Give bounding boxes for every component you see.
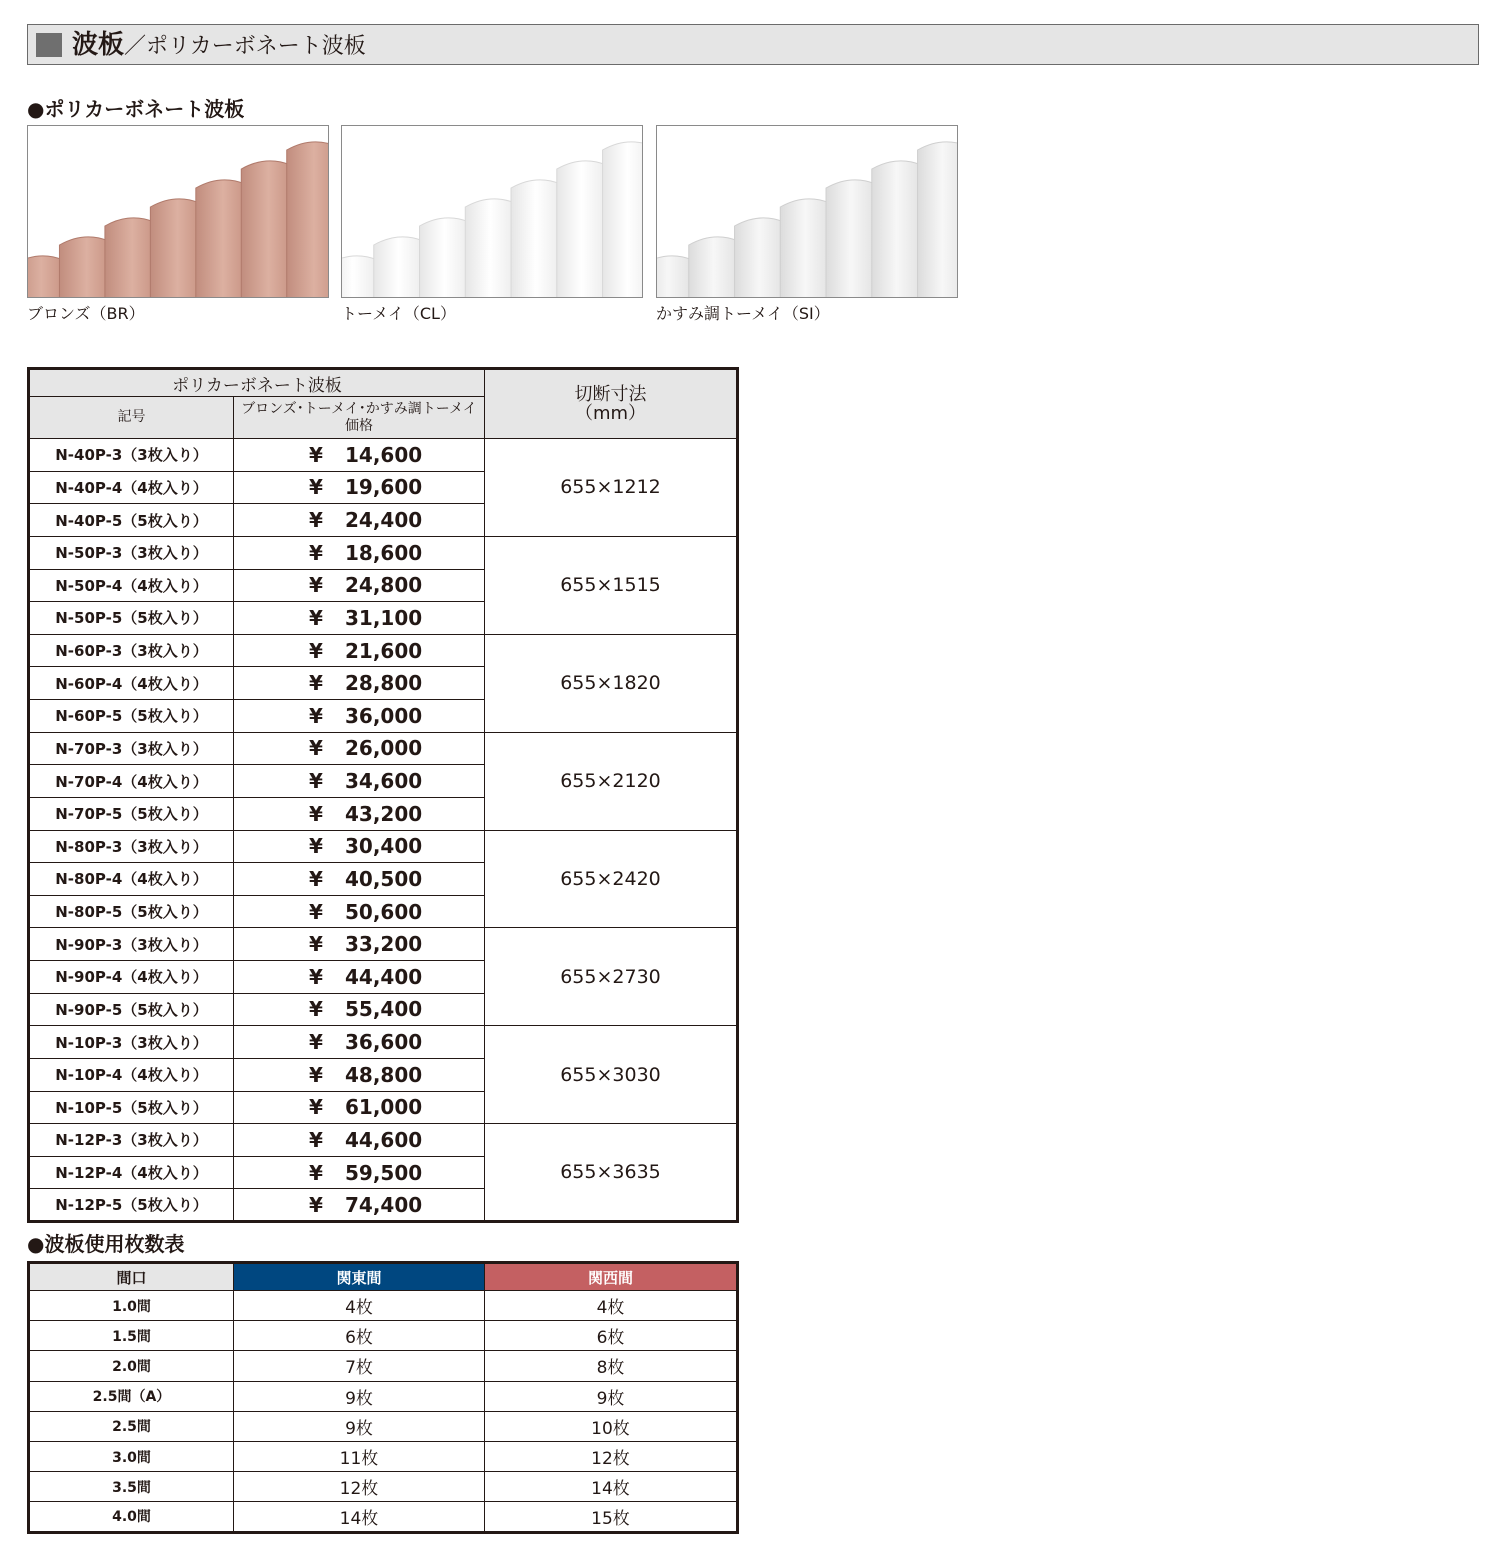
code-header: 記号 <box>29 397 234 439</box>
sheet-wave-band <box>826 180 876 297</box>
price-row <box>29 536 738 569</box>
kanto-count: 4枚 <box>234 1291 485 1321</box>
currency-symbol: ¥ <box>309 605 323 630</box>
price-amount: 31,100 <box>345 605 423 630</box>
price-amount: 48,800 <box>345 1062 423 1087</box>
swatch-image-clear <box>341 125 643 298</box>
kanto-count: 7枚 <box>234 1351 485 1381</box>
product-code: N-70P-4（4枚入り） <box>29 765 234 798</box>
product-price <box>234 1124 485 1157</box>
product-code: N-50P-5（5枚入り） <box>29 602 234 635</box>
title-bar <box>27 24 1479 65</box>
product-code: N-40P-4（4枚入り） <box>29 471 234 504</box>
product-code: N-10P-3（3枚入り） <box>29 1026 234 1059</box>
usage-span: 2.5間（A） <box>29 1381 234 1411</box>
product-price <box>234 1156 485 1189</box>
kanto-count: 9枚 <box>234 1381 485 1411</box>
usage-row <box>29 1291 738 1321</box>
product-price <box>234 471 485 504</box>
product-code: N-90P-4（4枚入り） <box>29 961 234 994</box>
currency-symbol: ¥ <box>309 573 323 598</box>
usage-table <box>27 1261 739 1534</box>
kansai-count: 15枚 <box>485 1502 738 1532</box>
currency-symbol: ¥ <box>309 442 323 467</box>
price-amount: 74,400 <box>345 1192 423 1217</box>
kanto-count: 14枚 <box>234 1502 485 1532</box>
product-code: N-50P-4（4枚入り） <box>29 569 234 602</box>
product-code: N-90P-3（3枚入り） <box>29 928 234 961</box>
usage-row <box>29 1472 738 1502</box>
price-row <box>29 1026 738 1059</box>
product-price <box>234 1189 485 1222</box>
price-header <box>234 397 485 439</box>
product-price <box>234 797 485 830</box>
price-amount: 33,200 <box>345 932 423 957</box>
currency-symbol: ¥ <box>309 1192 323 1217</box>
sheet-wave-band <box>872 161 922 297</box>
product-price <box>234 1058 485 1091</box>
sheet-wave-band <box>374 237 424 297</box>
product-code: N-12P-5（5枚入り） <box>29 1189 234 1222</box>
usage-row <box>29 1411 738 1441</box>
cut-size: 655×2730 <box>485 928 738 1026</box>
currency-symbol: ¥ <box>309 1062 323 1087</box>
product-code: N-70P-3（3枚入り） <box>29 732 234 765</box>
sheet-wave-band <box>689 237 739 297</box>
product-code: N-60P-4（4枚入り） <box>29 667 234 700</box>
price-row <box>29 732 738 765</box>
currency-symbol: ¥ <box>309 508 323 533</box>
usage-header-kanto: 関東間 <box>234 1263 485 1291</box>
kansai-count: 14枚 <box>485 1472 738 1502</box>
usage-span: 4.0間 <box>29 1502 234 1532</box>
currency-symbol: ¥ <box>309 475 323 500</box>
kanto-count: 11枚 <box>234 1441 485 1471</box>
price-amount: 34,600 <box>345 769 423 794</box>
currency-symbol: ¥ <box>309 866 323 891</box>
swatch-image-si <box>656 125 958 298</box>
product-code: N-12P-4（4枚入り） <box>29 1156 234 1189</box>
usage-row <box>29 1502 738 1532</box>
swatch-caption-si: かすみ調トーメイ（SI） <box>656 304 830 323</box>
cut-size: 655×3635 <box>485 1124 738 1222</box>
product-price <box>234 993 485 1026</box>
price-amount: 44,600 <box>345 1127 423 1152</box>
price-amount: 43,200 <box>345 801 423 826</box>
cut-size: 655×2420 <box>485 830 738 928</box>
title-square-icon <box>36 33 62 57</box>
sheet-wave-band <box>465 199 515 297</box>
cut-size: 655×1515 <box>485 536 738 634</box>
usage-row <box>29 1321 738 1351</box>
product-price <box>234 700 485 733</box>
currency-symbol: ¥ <box>309 1095 323 1120</box>
currency-symbol: ¥ <box>309 736 323 761</box>
price-amount: 21,600 <box>345 638 423 663</box>
currency-symbol: ¥ <box>309 540 323 565</box>
product-price <box>234 1091 485 1124</box>
product-price <box>234 961 485 994</box>
product-price <box>234 602 485 635</box>
kanto-count: 12枚 <box>234 1472 485 1502</box>
size-header <box>485 369 738 439</box>
sheet-wave-band <box>105 218 154 297</box>
product-price <box>234 732 485 765</box>
price-amount: 26,000 <box>345 736 423 761</box>
currency-symbol: ¥ <box>309 899 323 924</box>
product-price <box>234 863 485 896</box>
swatch-caption-bronze: ブロンズ（BR） <box>27 304 145 323</box>
price-amount: 59,500 <box>345 1160 423 1185</box>
size-header-line1: 切断寸法 <box>574 384 647 405</box>
price-amount: 50,600 <box>345 899 423 924</box>
usage-row <box>29 1351 738 1381</box>
corrugated-sheet-bronze-image <box>28 126 328 297</box>
usage-span: 2.5間 <box>29 1411 234 1441</box>
sheet-wave-band <box>780 199 830 297</box>
usage-header-maguchi: 間口 <box>29 1263 234 1291</box>
sheet-wave-band <box>28 256 63 297</box>
currency-symbol: ¥ <box>309 638 323 663</box>
price-row <box>29 439 738 472</box>
currency-symbol: ¥ <box>309 671 323 696</box>
title-text: 波板 <box>72 30 125 60</box>
product-code: N-90P-5（5枚入り） <box>29 993 234 1026</box>
currency-symbol: ¥ <box>309 703 323 728</box>
product-price <box>234 569 485 602</box>
sheet-wave-band <box>342 256 378 297</box>
price-amount: 40,500 <box>345 866 423 891</box>
currency-symbol: ¥ <box>309 1127 323 1152</box>
price-amount: 18,600 <box>345 540 423 565</box>
sheet-wave-band <box>557 161 607 297</box>
usage-span: 1.5間 <box>29 1321 234 1351</box>
title-subtitle: ／ポリカーボネート波板 <box>124 34 366 59</box>
kansai-count: 8枚 <box>485 1351 738 1381</box>
sheet-wave-band <box>150 199 199 297</box>
page-title <box>72 27 366 65</box>
usage-row <box>29 1381 738 1411</box>
usage-heading: ●波板使用枚数表 <box>27 1232 185 1256</box>
kansai-count: 12枚 <box>485 1441 738 1471</box>
products-heading: ●ポリカーボネート波板 <box>27 97 245 121</box>
sheet-wave-band <box>735 218 785 297</box>
usage-row <box>29 1441 738 1471</box>
price-amount: 61,000 <box>345 1095 423 1120</box>
price-amount: 19,600 <box>345 475 423 500</box>
size-header-line2: （mm） <box>574 403 647 424</box>
price-row <box>29 830 738 863</box>
product-price <box>234 1026 485 1059</box>
kansai-count: 6枚 <box>485 1321 738 1351</box>
currency-symbol: ¥ <box>309 834 323 859</box>
sheet-wave-band <box>287 142 328 297</box>
product-price <box>234 667 485 700</box>
price-amount: 28,800 <box>345 671 423 696</box>
corrugated-sheet-clear-image <box>342 126 643 297</box>
product-price <box>234 439 485 472</box>
product-code: N-10P-4（4枚入り） <box>29 1058 234 1091</box>
cut-size: 655×2120 <box>485 732 738 830</box>
usage-span: 1.0間 <box>29 1291 234 1321</box>
cut-size: 655×1820 <box>485 634 738 732</box>
kanto-count: 6枚 <box>234 1321 485 1351</box>
kanto-count: 9枚 <box>234 1411 485 1441</box>
sheet-wave-band <box>511 180 561 297</box>
cut-size: 655×3030 <box>485 1026 738 1124</box>
usage-span: 3.0間 <box>29 1441 234 1471</box>
price-amount: 14,600 <box>345 442 423 467</box>
sheet-wave-band <box>241 161 290 297</box>
currency-symbol: ¥ <box>309 801 323 826</box>
product-code: N-70P-5（5枚入り） <box>29 797 234 830</box>
sheet-wave-band <box>657 256 693 297</box>
product-code: N-80P-5（5枚入り） <box>29 895 234 928</box>
product-code: N-50P-3（3枚入り） <box>29 536 234 569</box>
price-amount: 30,400 <box>345 834 423 859</box>
price-row <box>29 634 738 667</box>
currency-symbol: ¥ <box>309 932 323 957</box>
currency-symbol: ¥ <box>309 769 323 794</box>
price-amount: 36,000 <box>345 703 423 728</box>
product-code: N-40P-5（5枚入り） <box>29 504 234 537</box>
price-amount: 44,400 <box>345 964 423 989</box>
price-row <box>29 1124 738 1157</box>
product-code: N-60P-5（5枚入り） <box>29 700 234 733</box>
price-amount: 36,600 <box>345 1030 423 1055</box>
corrugated-sheet-si-image <box>657 126 958 297</box>
product-code: N-80P-4（4枚入り） <box>29 863 234 896</box>
product-code: N-40P-3（3枚入り） <box>29 439 234 472</box>
sheet-wave-band <box>196 180 245 297</box>
product-code: N-12P-3（3枚入り） <box>29 1124 234 1157</box>
product-price <box>234 536 485 569</box>
usage-span: 2.0間 <box>29 1351 234 1381</box>
price-amount: 55,400 <box>345 997 423 1022</box>
product-price <box>234 928 485 961</box>
price-row <box>29 928 738 961</box>
price-header-line2: 価格 <box>345 417 373 434</box>
price-table-group-header: ポリカーボネート波板 <box>29 369 485 397</box>
price-table <box>27 367 739 1223</box>
currency-symbol: ¥ <box>309 1160 323 1185</box>
product-price <box>234 504 485 537</box>
product-price <box>234 634 485 667</box>
usage-span: 3.5間 <box>29 1472 234 1502</box>
swatch-image-bronze <box>27 125 329 298</box>
currency-symbol: ¥ <box>309 997 323 1022</box>
kansai-count: 10枚 <box>485 1411 738 1441</box>
sheet-wave-band <box>603 142 643 297</box>
product-code: N-60P-3（3枚入り） <box>29 634 234 667</box>
sheet-wave-band <box>420 218 470 297</box>
product-price <box>234 895 485 928</box>
currency-symbol: ¥ <box>309 964 323 989</box>
usage-header-kansai: 関西間 <box>485 1263 738 1291</box>
kansai-count: 4枚 <box>485 1291 738 1321</box>
sheet-wave-band <box>59 237 108 297</box>
product-code: N-10P-5（5枚入り） <box>29 1091 234 1124</box>
cut-size: 655×1212 <box>485 439 738 537</box>
currency-symbol: ¥ <box>309 1030 323 1055</box>
price-amount: 24,400 <box>345 508 423 533</box>
price-amount: 24,800 <box>345 573 423 598</box>
kansai-count: 9枚 <box>485 1381 738 1411</box>
sheet-wave-band <box>918 142 958 297</box>
product-price <box>234 830 485 863</box>
swatch-caption-clear: トーメイ（CL） <box>341 304 456 323</box>
product-price <box>234 765 485 798</box>
product-code: N-80P-3（3枚入り） <box>29 830 234 863</box>
price-header-line1: ブロンズ･トーメイ･かすみ調トーメイ <box>241 400 477 417</box>
